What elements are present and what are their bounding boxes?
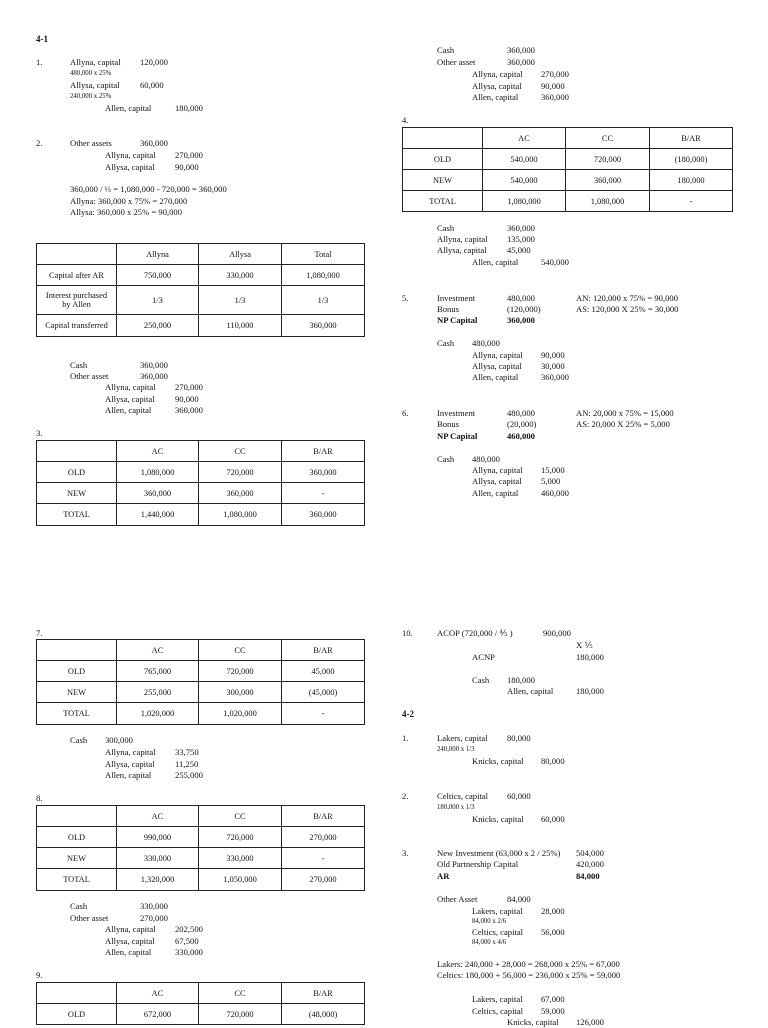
entry-amount: 60,000 — [541, 814, 565, 824]
table-header-cell: B/AR — [282, 441, 365, 462]
capital-comparison-table-7 — [36, 639, 365, 725]
entry-label: Lakers, capital — [437, 733, 488, 743]
entry-label: Cash — [437, 223, 455, 233]
entry-amount: 15,000 — [541, 465, 565, 475]
entry-label: Allysa, capital — [105, 394, 155, 404]
table-row — [403, 170, 733, 191]
entry-label: Allyna, capital — [437, 234, 488, 244]
table-header-cell: Total — [282, 244, 365, 265]
table-cell: NEW — [37, 682, 117, 703]
entry-label: Allysa, capital — [105, 936, 155, 946]
table-cell: 1,080,000 — [282, 265, 365, 286]
entry-label: Other assets — [70, 138, 112, 148]
entry-label: Allyna, capital — [472, 465, 523, 475]
capital-comparison-table-3 — [36, 440, 365, 526]
table-cell: 270,000 — [282, 869, 365, 891]
table-cell: 1,020,000 — [199, 703, 282, 725]
problem-number: 10. — [402, 628, 413, 638]
table-cell: 720,000 — [566, 149, 650, 170]
table-header-row — [37, 244, 365, 265]
entry-amount: 270,000 — [175, 150, 203, 160]
entry-amount: 60,000 — [140, 80, 164, 90]
table-cell: 255,000 — [117, 682, 199, 703]
entry-label: Other asset — [70, 913, 109, 923]
capital-transfer-table — [36, 243, 365, 337]
entry-label: Allyna, capital — [105, 924, 156, 934]
entry-amount: 300,000 — [105, 735, 133, 745]
entry-amount: 420,000 — [576, 859, 604, 869]
table-cell: 360,000 — [282, 462, 365, 483]
table-cell: Capital transferred — [37, 315, 117, 337]
entry-label: Allysa, capital — [105, 162, 155, 172]
table-row — [403, 149, 733, 170]
computation-line: Allysa: 360,000 x 25% = 90,000 — [70, 207, 183, 217]
entry-label: Allen, capital — [472, 488, 519, 498]
entry-amount: 360,000 — [541, 92, 569, 102]
capital-comparison-table-9 — [36, 982, 365, 1025]
table-cell: 1/3 — [199, 286, 282, 315]
table-cell: 1/3 — [282, 286, 365, 315]
table-cell: - — [282, 703, 365, 725]
problem-number: 7. — [36, 628, 43, 638]
table-cell: OLD — [37, 462, 117, 483]
table-cell: TOTAL — [403, 191, 483, 212]
entry-amount: 45,000 — [507, 245, 531, 255]
table-row — [37, 1004, 365, 1025]
entry-label: Cash — [70, 735, 88, 745]
entry-amount: 270,000 — [541, 69, 569, 79]
table-cell: NEW — [37, 483, 117, 504]
entry-label: Investment — [437, 408, 476, 418]
entry-label: Bonus — [437, 419, 459, 429]
table-header-cell: CC — [199, 806, 282, 827]
table-cell: 1,440,000 — [117, 504, 199, 526]
entry-label: AR — [437, 871, 450, 881]
table-cell: Interest purchased by Allen — [37, 286, 117, 315]
table-header-cell: AC — [117, 983, 199, 1004]
entry-label: Allen, capital — [472, 92, 519, 102]
table-header-cell: Allyna — [117, 244, 199, 265]
entry-amount: (120,000) — [507, 304, 541, 314]
section-heading-4-1: 4-1 — [36, 34, 48, 44]
computation-line: AN: 120,000 x 75% = 90,000 — [576, 293, 679, 303]
table-header-cell: Allysa — [199, 244, 282, 265]
entry-amount: 90,000 — [541, 350, 565, 360]
table-cell: TOTAL — [37, 504, 117, 526]
entry-amount: 5,000 — [541, 476, 561, 486]
entry-amount: 360,000 — [507, 57, 535, 67]
table-cell: 990,000 — [117, 827, 199, 848]
table-cell: (180,000) — [650, 149, 733, 170]
entry-label: Lakers, capital — [472, 906, 523, 916]
table-cell: - — [282, 483, 365, 504]
entry-label: Celtics, capital — [437, 791, 489, 801]
table-cell: 672,000 — [117, 1004, 199, 1025]
entry-label: Allen, capital — [105, 405, 152, 415]
entry-label: Allysa, capital — [70, 80, 120, 90]
table-cell: TOTAL — [37, 869, 117, 891]
entry-amount: 460,000 — [541, 488, 569, 498]
entry-amount: 480,000 — [472, 338, 500, 348]
entry-label: ACOP (720,000 / ⅘ ) — [437, 628, 513, 638]
table-row — [37, 682, 365, 703]
table-header-cell: CC — [199, 983, 282, 1004]
entry-amount: 480,000 — [507, 293, 535, 303]
capital-comparison-table-4 — [402, 127, 733, 212]
entry-amount: 120,000 — [140, 57, 168, 67]
table-cell: NEW — [37, 848, 117, 869]
table-cell: 45,000 — [282, 661, 365, 682]
table-cell: 1,320,000 — [117, 869, 199, 891]
entry-amount: 360,000 — [507, 223, 535, 233]
table-cell: (45,000) — [282, 682, 365, 703]
table-cell: 360,000 — [282, 315, 365, 337]
computation-line: AS: 120,000 X 25% = 30,000 — [576, 304, 679, 314]
table-row — [37, 848, 365, 869]
entry-amount: 460,000 — [507, 431, 535, 441]
entry-amount: 270,000 — [175, 382, 203, 392]
entry-label: Other asset — [437, 57, 476, 67]
entry-amount: 80,000 — [507, 733, 531, 743]
entry-amount: 84,000 — [576, 871, 600, 881]
table-cell: 270,000 — [282, 827, 365, 848]
table-cell: 720,000 — [199, 462, 282, 483]
entry-amount: 11,250 — [175, 759, 199, 769]
entry-amount: 480,000 — [472, 454, 500, 464]
table-cell: 330,000 — [117, 848, 199, 869]
entry-amount: 80,000 — [541, 756, 565, 766]
entry-label: Allen, capital — [105, 947, 152, 957]
problem-number: 3. — [402, 848, 409, 858]
table-cell: 330,000 — [199, 265, 282, 286]
table-cell: TOTAL — [37, 703, 117, 725]
computation-line: AN: 20,000 x 75% = 15,000 — [576, 408, 674, 418]
table-header-row — [37, 441, 365, 462]
entry-label: Other asset — [70, 371, 109, 381]
entry-amount: 84,000 — [507, 894, 531, 904]
entry-amount: 90,000 — [175, 162, 199, 172]
entry-label: Knicks, capital — [472, 756, 524, 766]
entry-amount: 56,000 — [541, 927, 565, 937]
problem-number: 9. — [36, 970, 43, 980]
computation-line: 360,000 / ⅓ = 1,080,000 - 720,000 = 360,000 — [70, 184, 227, 194]
table-row — [403, 191, 733, 212]
entry-amount: 202,500 — [175, 924, 203, 934]
entry-label: Lakers, capital — [472, 994, 523, 1004]
entry-amount: (20,000) — [507, 419, 537, 429]
entry-label: New Investment (63,000 x 2 / 25%) — [437, 848, 561, 858]
entry-amount: 900,000 — [543, 628, 571, 638]
table-cell: 110,000 — [199, 315, 282, 337]
entry-label: Allysa, capital — [437, 245, 487, 255]
table-cell: 1,080,000 — [566, 191, 650, 212]
entry-amount: 255,000 — [175, 770, 203, 780]
table-cell: 750,000 — [117, 265, 199, 286]
entry-label: NP Capital — [437, 431, 478, 441]
entry-amount: 540,000 — [541, 257, 569, 267]
table-row — [37, 827, 365, 848]
computation-note: X ⅕ — [576, 640, 593, 650]
entry-amount: 180,000 — [175, 103, 203, 113]
computation-line: Celtics: 180,000 + 56,000 = 236,000 x 25% = 59,000 — [437, 970, 621, 980]
computation-line: Allyna: 360,000 x 75% = 270,000 — [70, 196, 188, 206]
table-row — [37, 315, 365, 337]
entry-label: Allen, capital — [507, 686, 554, 696]
entry-amount: 135,000 — [507, 234, 535, 244]
problem-number: 1. — [36, 57, 43, 67]
entry-amount: 67,000 — [541, 994, 565, 1004]
entry-label: Allen, capital — [105, 103, 152, 113]
entry-amount: 360,000 — [175, 405, 203, 415]
table-cell: 1,020,000 — [117, 703, 199, 725]
entry-amount: 180,000 — [576, 652, 604, 662]
entry-label: Celtics, capital — [472, 1006, 524, 1016]
entry-amount: 180,000 — [507, 675, 535, 685]
table-header-cell: AC — [117, 640, 199, 661]
entry-amount: 330,000 — [175, 947, 203, 957]
table-row — [37, 504, 365, 526]
table-header-cell — [37, 640, 117, 661]
table-header-row — [403, 128, 733, 149]
problem-number: 2. — [402, 791, 409, 801]
entry-label: Old Partnership Capital — [437, 859, 519, 869]
capital-comparison-table-8 — [36, 805, 365, 891]
entry-label: Allysa, capital — [105, 759, 155, 769]
entry-amount: 330,000 — [140, 901, 168, 911]
table-cell: 540,000 — [483, 149, 566, 170]
table-cell: - — [650, 191, 733, 212]
table-cell: 765,000 — [117, 661, 199, 682]
entry-label: Celtics, capital — [472, 927, 524, 937]
table-cell: 330,000 — [199, 848, 282, 869]
table-cell: 300,000 — [199, 682, 282, 703]
entry-amount: 59,000 — [541, 1006, 565, 1016]
table-header-row — [37, 640, 365, 661]
entry-label: Knicks, capital — [507, 1017, 559, 1027]
table-header-cell — [403, 128, 483, 149]
problem-number: 2. — [36, 138, 43, 148]
entry-label: Investment — [437, 293, 476, 303]
table-cell: 360,000 — [282, 504, 365, 526]
table-cell: - — [282, 848, 365, 869]
computation-note: 240,000 x 25% — [70, 93, 112, 100]
computation-note: 240,000 x 1/3 — [437, 746, 475, 753]
entry-amount: 126,000 — [576, 1017, 604, 1027]
entry-amount: 180,000 — [576, 686, 604, 696]
table-header-cell: CC — [199, 640, 282, 661]
table-row — [37, 661, 365, 682]
table-cell: OLD — [403, 149, 483, 170]
entry-label: Allysa, capital — [472, 476, 522, 486]
table-row — [37, 286, 365, 315]
table-row — [37, 483, 365, 504]
entry-label: Bonus — [437, 304, 459, 314]
entry-amount: 33,750 — [175, 747, 199, 757]
table-cell: 1,080,000 — [483, 191, 566, 212]
entry-label: Allysa, capital — [472, 361, 522, 371]
entry-amount: 30,000 — [541, 361, 565, 371]
entry-label: Allysa, capital — [472, 81, 522, 91]
computation-line: Lakers: 240,000 + 28,000 = 268,000 x 25% = 67,000 — [437, 959, 620, 969]
table-header-row — [37, 983, 365, 1004]
table-cell: 360,000 — [566, 170, 650, 191]
table-cell: 540,000 — [483, 170, 566, 191]
table-cell: 1/3 — [117, 286, 199, 315]
table-header-row — [37, 806, 365, 827]
table-cell: 250,000 — [117, 315, 199, 337]
problem-number: 8. — [36, 793, 43, 803]
entry-amount: 90,000 — [175, 394, 199, 404]
table-header-cell: AC — [117, 441, 199, 462]
table-row — [37, 869, 365, 891]
entry-amount: 480,000 — [507, 408, 535, 418]
entry-label: Allyna, capital — [105, 150, 156, 160]
table-header-cell: CC — [566, 128, 650, 149]
entry-label: NP Capital — [437, 315, 478, 325]
table-cell: 360,000 — [117, 483, 199, 504]
entry-label: Cash — [437, 338, 455, 348]
table-header-cell: CC — [199, 441, 282, 462]
computation-note: 84,000 x 2/6 — [472, 918, 507, 925]
table-header-cell — [37, 983, 117, 1004]
entry-label: Knicks, capital — [472, 814, 524, 824]
entry-label: Allen, capital — [472, 372, 519, 382]
table-cell: 720,000 — [199, 827, 282, 848]
entry-amount: 67,500 — [175, 936, 199, 946]
table-cell: 720,000 — [199, 1004, 282, 1025]
problem-number: 6. — [402, 408, 409, 418]
table-cell: OLD — [37, 661, 117, 682]
entry-label: Allen, capital — [472, 257, 519, 267]
table-row — [37, 265, 365, 286]
section-heading-4-2: 4-2 — [402, 709, 414, 719]
entry-label: Cash — [437, 45, 455, 55]
table-header-cell: B/AR — [282, 983, 365, 1004]
entry-amount: 360,000 — [140, 360, 168, 370]
table-cell: 1,080,000 — [199, 504, 282, 526]
table-cell: OLD — [37, 1004, 117, 1025]
entry-label: Allen, capital — [105, 770, 152, 780]
table-cell: 180,000 — [650, 170, 733, 191]
entry-label: Allyna, capital — [105, 747, 156, 757]
table-row — [37, 703, 365, 725]
problem-number: 5. — [402, 293, 409, 303]
entry-label: Cash — [472, 675, 490, 685]
table-cell: OLD — [37, 827, 117, 848]
table-header-cell: B/AR — [650, 128, 733, 149]
entry-amount: 360,000 — [507, 315, 535, 325]
table-header-cell — [37, 244, 117, 265]
entry-amount: 360,000 — [507, 45, 535, 55]
entry-amount: 60,000 — [507, 791, 531, 801]
table-header-cell: B/AR — [282, 806, 365, 827]
entry-amount: 270,000 — [140, 913, 168, 923]
entry-amount: 360,000 — [140, 371, 168, 381]
table-header-cell — [37, 806, 117, 827]
entry-amount: 90,000 — [541, 81, 565, 91]
table-header-cell: B/AR — [282, 640, 365, 661]
table-header-cell — [37, 441, 117, 462]
table-cell: 1,050,000 — [199, 869, 282, 891]
entry-label: Allyna, capital — [70, 57, 121, 67]
problem-number: 4. — [402, 115, 409, 125]
entry-amount: 360,000 — [140, 138, 168, 148]
entry-label: Cash — [437, 454, 455, 464]
entry-label: ACNP — [472, 652, 495, 662]
entry-label: Cash — [70, 360, 88, 370]
entry-amount: 504,000 — [576, 848, 604, 858]
computation-note: 180,000 x 1/3 — [437, 804, 475, 811]
table-row — [37, 462, 365, 483]
computation-note: 84,000 x 4/6 — [472, 939, 507, 946]
table-cell: 720,000 — [199, 661, 282, 682]
problem-number: 1. — [402, 733, 409, 743]
entry-label: Allyna, capital — [105, 382, 156, 392]
entry-label: Other Asset — [437, 894, 478, 904]
table-cell: 360,000 — [199, 483, 282, 504]
entry-label: Allyna, capital — [472, 69, 523, 79]
table-header-cell: AC — [117, 806, 199, 827]
computation-note: 480,000 x 25% — [70, 70, 112, 77]
table-cell: NEW — [403, 170, 483, 191]
table-header-cell: AC — [483, 128, 566, 149]
computation-line: AS: 20,000 X 25% = 5,000 — [576, 419, 670, 429]
table-cell: 1,080,000 — [117, 462, 199, 483]
entry-amount: 28,000 — [541, 906, 565, 916]
entry-label: Cash — [70, 901, 88, 911]
problem-number: 3. — [36, 428, 43, 438]
table-cell: (48,000) — [282, 1004, 365, 1025]
entry-label: Allyna, capital — [472, 350, 523, 360]
entry-amount: 360,000 — [541, 372, 569, 382]
table-cell: Capital after AR — [37, 265, 117, 286]
